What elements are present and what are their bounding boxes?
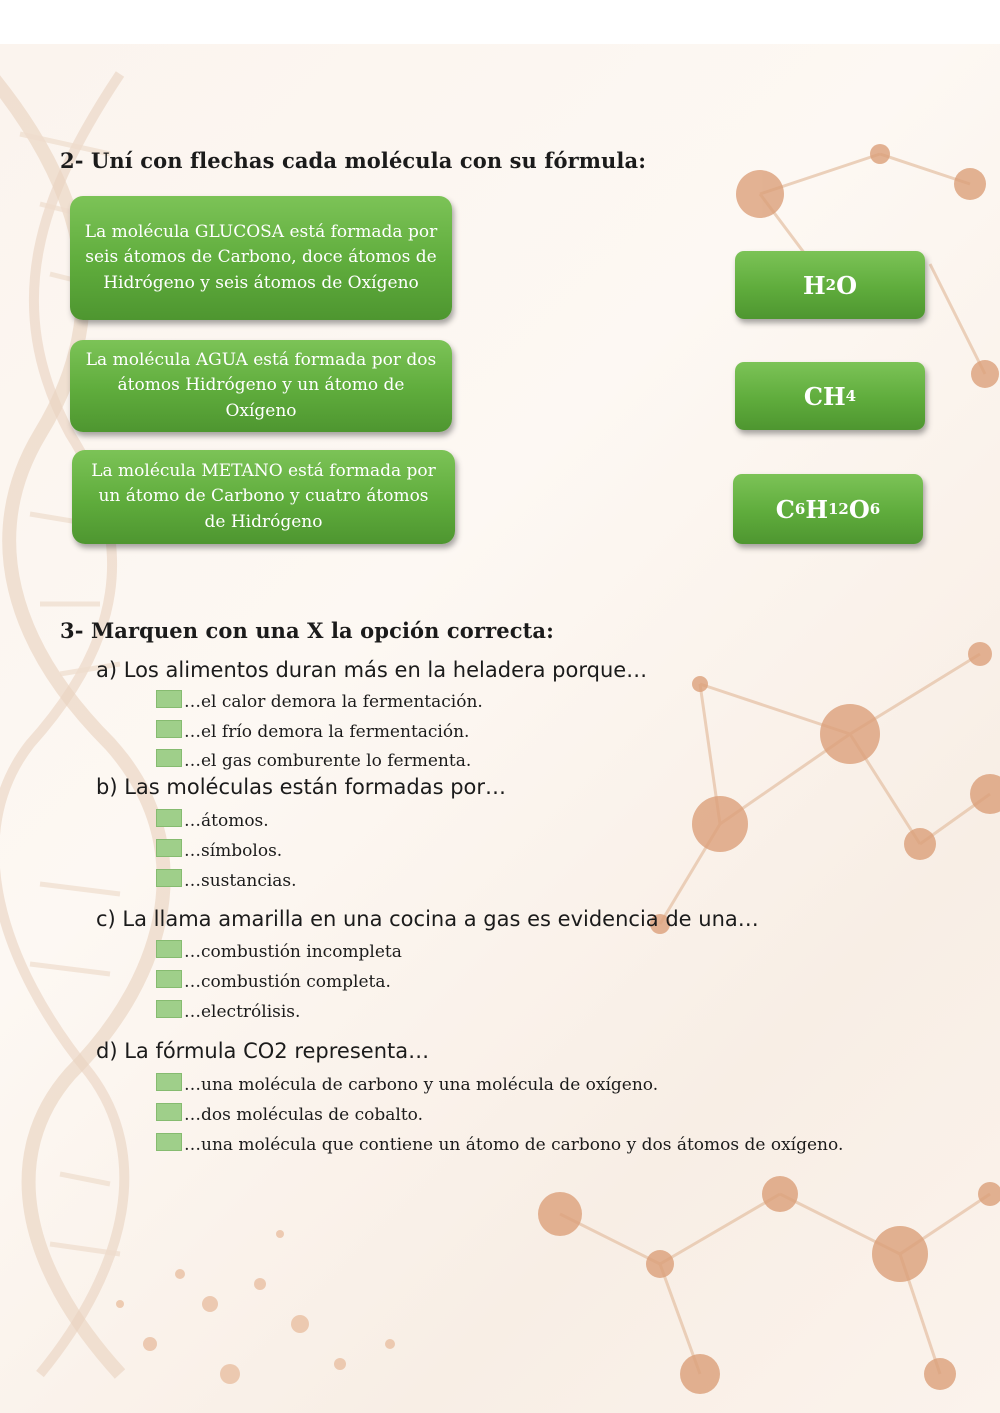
- formula-subscript: 6: [869, 500, 881, 518]
- option-c-2: [156, 966, 391, 992]
- option-d-1: [156, 1069, 658, 1095]
- option-label: …una molécula de carbono y una molécula de oxígeno.: [184, 1075, 659, 1095]
- checkbox[interactable]: [156, 809, 182, 827]
- checkbox[interactable]: [156, 940, 182, 958]
- formula-subscript: 12: [828, 500, 849, 518]
- option-c-3: [156, 996, 300, 1022]
- section-2-heading: 2- Uní con flechas cada molécula con su fórmula:: [60, 148, 647, 173]
- option-c-1: [156, 936, 402, 962]
- option-label: …el calor demora la fermentación.: [184, 692, 483, 712]
- formula-subscript: 4: [845, 387, 857, 405]
- question-c: c) La llama amarilla en una cocina a gas es evidencia de una…: [96, 907, 759, 931]
- formula-h2o[interactable]: [735, 251, 925, 319]
- checkbox[interactable]: [156, 720, 182, 738]
- formula-symbol: O: [836, 270, 858, 300]
- section-3-heading: 3- Marquen con una X la opción correcta:: [60, 618, 554, 643]
- formula-symbol: H: [805, 494, 828, 524]
- formula-ch4[interactable]: [735, 362, 925, 430]
- option-label: …combustión completa.: [184, 972, 391, 992]
- formula-symbol: H: [802, 270, 826, 300]
- worksheet-content: [0, 44, 1000, 1413]
- option-b-3: [156, 865, 297, 891]
- formula-subscript: 6: [794, 500, 806, 518]
- formula-subscript: 2: [825, 276, 837, 294]
- question-d: d) La fórmula CO2 representa…: [96, 1039, 430, 1063]
- question-b: b) Las moléculas están formadas por…: [96, 775, 507, 799]
- option-label: …electrólisis.: [184, 1002, 301, 1022]
- formula-symbol: C: [775, 494, 795, 524]
- option-label: …sustancias.: [184, 871, 297, 891]
- checkbox[interactable]: [156, 1103, 182, 1121]
- question-a: a) Los alimentos duran más en la heladera porque…: [96, 658, 648, 682]
- option-b-2: [156, 835, 282, 861]
- option-label: …dos moléculas de cobalto.: [184, 1105, 423, 1125]
- formula-symbol: O: [848, 494, 870, 524]
- description-agua[interactable]: La molécula AGUA está formada por dos átomos Hidrógeno y un átomo de Oxígeno: [70, 340, 452, 432]
- checkbox[interactable]: [156, 970, 182, 988]
- checkbox[interactable]: [156, 1000, 182, 1018]
- checkbox[interactable]: [156, 869, 182, 887]
- worksheet-page: [0, 44, 1000, 1413]
- checkbox[interactable]: [156, 1073, 182, 1091]
- description-metano[interactable]: La molécula METANO está formada por un átomo de Carbono y cuatro átomos de Hidrógeno: [72, 450, 455, 544]
- option-label: …átomos.: [184, 811, 269, 831]
- checkbox[interactable]: [156, 1133, 182, 1151]
- option-a-3: [156, 745, 471, 771]
- checkbox[interactable]: [156, 690, 182, 708]
- option-label: …combustión incompleta: [184, 942, 402, 962]
- option-a-2: [156, 716, 469, 742]
- option-label: …una molécula que contiene un átomo de carbono y dos átomos de oxígeno.: [184, 1135, 844, 1155]
- formula-symbol: CH: [803, 381, 846, 411]
- checkbox[interactable]: [156, 749, 182, 767]
- option-b-1: [156, 805, 269, 831]
- option-label: …símbolos.: [184, 841, 283, 861]
- option-label: …el frío demora la fermentación.: [184, 722, 470, 742]
- option-d-3: [156, 1129, 843, 1155]
- option-d-2: [156, 1099, 423, 1125]
- option-a-1: [156, 686, 483, 712]
- checkbox[interactable]: [156, 839, 182, 857]
- description-glucosa[interactable]: La molécula GLUCOSA está formada por seis átomos de Carbono, doce átomos de Hidrógeno y seis átomos de Oxígeno: [70, 196, 452, 320]
- formula-c6h12o6[interactable]: [733, 474, 923, 544]
- option-label: …el gas comburente lo fermenta.: [184, 751, 472, 771]
